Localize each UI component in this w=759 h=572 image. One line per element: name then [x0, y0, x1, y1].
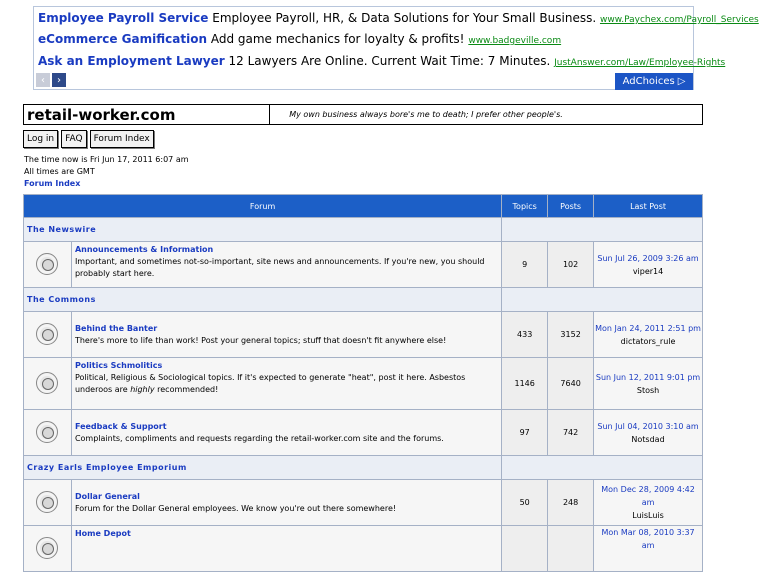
header-last-post: Last Post — [594, 195, 703, 218]
topics-count: 9 — [502, 242, 548, 288]
ad-prev-button[interactable]: ‹ — [36, 73, 50, 87]
forum-read-icon — [36, 323, 58, 345]
ad-title[interactable]: Ask an Employment Lawyer — [38, 54, 225, 68]
nav-bar — [23, 130, 154, 148]
forum-read-icon — [36, 253, 58, 275]
last-post-date[interactable]: Mon Jan 24, 2011 2:51 pm — [595, 323, 701, 333]
topics-count — [502, 526, 548, 572]
forum-link[interactable]: Politics Schmolitics — [74, 361, 163, 370]
last-post-date[interactable]: Mon Mar 08, 2010 3:37 am — [601, 528, 695, 550]
last-post-cell — [594, 526, 703, 572]
forum-row — [24, 242, 703, 288]
category-filler — [502, 456, 703, 480]
forum-desc-cell — [71, 480, 501, 526]
forum-table — [23, 194, 703, 572]
forum-description: Important, and sometimes not-so-important, site news and announcements. If you're new, you should probably start here. — [74, 257, 485, 278]
category-row — [24, 218, 703, 242]
current-time: The time now is Fri Jun 17, 2011 6:07 am — [24, 155, 189, 164]
forum-desc-cell — [71, 526, 501, 572]
last-post-user[interactable]: viper14 — [632, 266, 664, 276]
topics-count: 433 — [502, 312, 548, 358]
timezone-note: All times are GMT — [24, 167, 95, 176]
header-posts: Posts — [548, 195, 594, 218]
adchoices-icon: ▷ — [677, 76, 686, 87]
forum-description: There's more to life than work! Post your general topics; stuff that doesn't fit anywhere else! — [74, 335, 447, 345]
category-name[interactable]: The Commons — [24, 288, 502, 312]
forum-read-icon — [36, 421, 58, 443]
last-post-cell — [594, 358, 703, 410]
category-name[interactable]: The Newswire — [24, 218, 502, 242]
forum-icon-cell — [24, 480, 72, 526]
ad-url[interactable]: JustAnswer.com/Law/Employee-Rights — [554, 58, 726, 68]
forum-read-icon — [36, 372, 58, 394]
forum-desc-cell — [71, 358, 501, 410]
site-header — [23, 104, 703, 125]
ad-title[interactable]: Employee Payroll Service — [38, 11, 209, 25]
last-post-user[interactable]: LuisLuis — [632, 511, 664, 520]
topics-count: 1146 — [502, 358, 548, 410]
category-name[interactable]: Crazy Earls Employee Emporium — [24, 456, 502, 480]
last-post-cell — [594, 480, 703, 526]
ad-next-button[interactable]: › — [52, 73, 66, 87]
adchoices-button[interactable] — [615, 73, 693, 90]
topics-count: 97 — [502, 410, 548, 456]
forum-link[interactable]: Announcements & Information — [74, 245, 214, 254]
last-post-date[interactable]: Mon Dec 28, 2009 4:42 am — [601, 485, 695, 507]
forum-row — [24, 526, 703, 572]
category-filler — [502, 288, 703, 312]
forum-description-tail: recommended! — [157, 385, 219, 394]
posts-count: 7640 — [548, 358, 594, 410]
forum-icon-cell — [24, 312, 72, 358]
last-post-cell — [594, 312, 703, 358]
posts-count: 3152 — [548, 312, 594, 358]
ad-url[interactable]: www.Paychex.com/Payroll_Services — [599, 15, 759, 25]
posts-count: 102 — [548, 242, 594, 288]
site-tagline: My own business always bore's me to death; I prefer other people's. — [289, 110, 563, 119]
forum-link[interactable]: Dollar General — [74, 491, 140, 501]
forum-link[interactable]: Feedback & Support — [74, 421, 167, 431]
forum-link[interactable]: Home Depot — [74, 529, 131, 538]
forum-description — [75, 372, 498, 396]
posts-count — [548, 526, 594, 572]
ad-desc: Employee Payroll, HR, & Data Solutions for Your Small Business. — [212, 11, 597, 25]
last-post-user[interactable]: Stosh — [636, 385, 660, 395]
last-post-user[interactable]: dictators_rule — [620, 336, 676, 346]
forum-desc-cell — [71, 410, 501, 456]
faq-button[interactable]: FAQ — [61, 130, 86, 148]
forum-icon-cell — [24, 410, 72, 456]
site-title[interactable]: retail-worker.com — [24, 105, 270, 124]
ad-url[interactable]: www.badgeville.com — [468, 36, 562, 46]
category-row — [24, 456, 703, 480]
forum-read-icon — [36, 491, 58, 513]
forum-row — [24, 358, 703, 410]
topics-count: 50 — [502, 480, 548, 526]
ad-title[interactable]: eCommerce Gamification — [38, 32, 207, 46]
header-forum: Forum — [24, 195, 502, 218]
ad-desc: 12 Lawyers Are Online. Current Wait Time: 7 Minutes. — [228, 54, 551, 68]
adchoices-label: AdChoices — [622, 76, 675, 87]
forum-icon-cell — [24, 358, 72, 410]
forum-description-text: Political, Religious & Sociological topics. If it's expected to generate "heat", post it here. Asbestos underoos are — [74, 373, 466, 394]
forum-description: Forum for the Dollar General employees. We know you're out there somewhere! — [74, 503, 397, 513]
header-topics: Topics — [502, 195, 548, 218]
last-post-user[interactable]: Notsdad — [631, 434, 665, 444]
forum-icon-cell — [24, 242, 72, 288]
category-row — [24, 288, 703, 312]
posts-count: 742 — [548, 410, 594, 456]
last-post-cell — [594, 242, 703, 288]
last-post-cell — [594, 410, 703, 456]
last-post-date[interactable]: Sun Jun 12, 2011 9:01 pm — [595, 372, 701, 382]
ad-line[interactable] — [38, 54, 725, 68]
login-button[interactable]: Log in — [23, 130, 58, 148]
posts-count: 248 — [548, 480, 594, 526]
forum-row — [24, 312, 703, 358]
forum-icon-cell — [24, 526, 72, 572]
ad-line[interactable] — [38, 11, 759, 25]
forum-row — [24, 410, 703, 456]
forum-desc-cell — [71, 242, 501, 288]
ad-desc: Add game mechanics for loyalty & profits! — [210, 32, 465, 46]
category-filler — [502, 218, 703, 242]
table-header — [24, 195, 703, 218]
ad-line[interactable] — [38, 32, 561, 46]
last-post-date[interactable]: Sun Jul 04, 2010 3:10 am — [597, 421, 699, 431]
forum-description: Complaints, compliments and requests regarding the retail-worker.com site and the forums. — [74, 433, 444, 443]
last-post-date[interactable]: Sun Jul 26, 2009 3:26 am — [597, 253, 699, 263]
forum-desc-cell — [71, 312, 501, 358]
forum-index-button[interactable]: Forum Index — [90, 130, 154, 148]
ad-banner — [33, 6, 759, 90]
forum-read-icon — [36, 537, 58, 559]
forum-description-emphasis: highly — [130, 385, 155, 394]
forum-row — [24, 480, 703, 526]
breadcrumb[interactable]: Forum Index — [24, 179, 81, 188]
forum-link[interactable]: Behind the Banter — [74, 323, 158, 333]
